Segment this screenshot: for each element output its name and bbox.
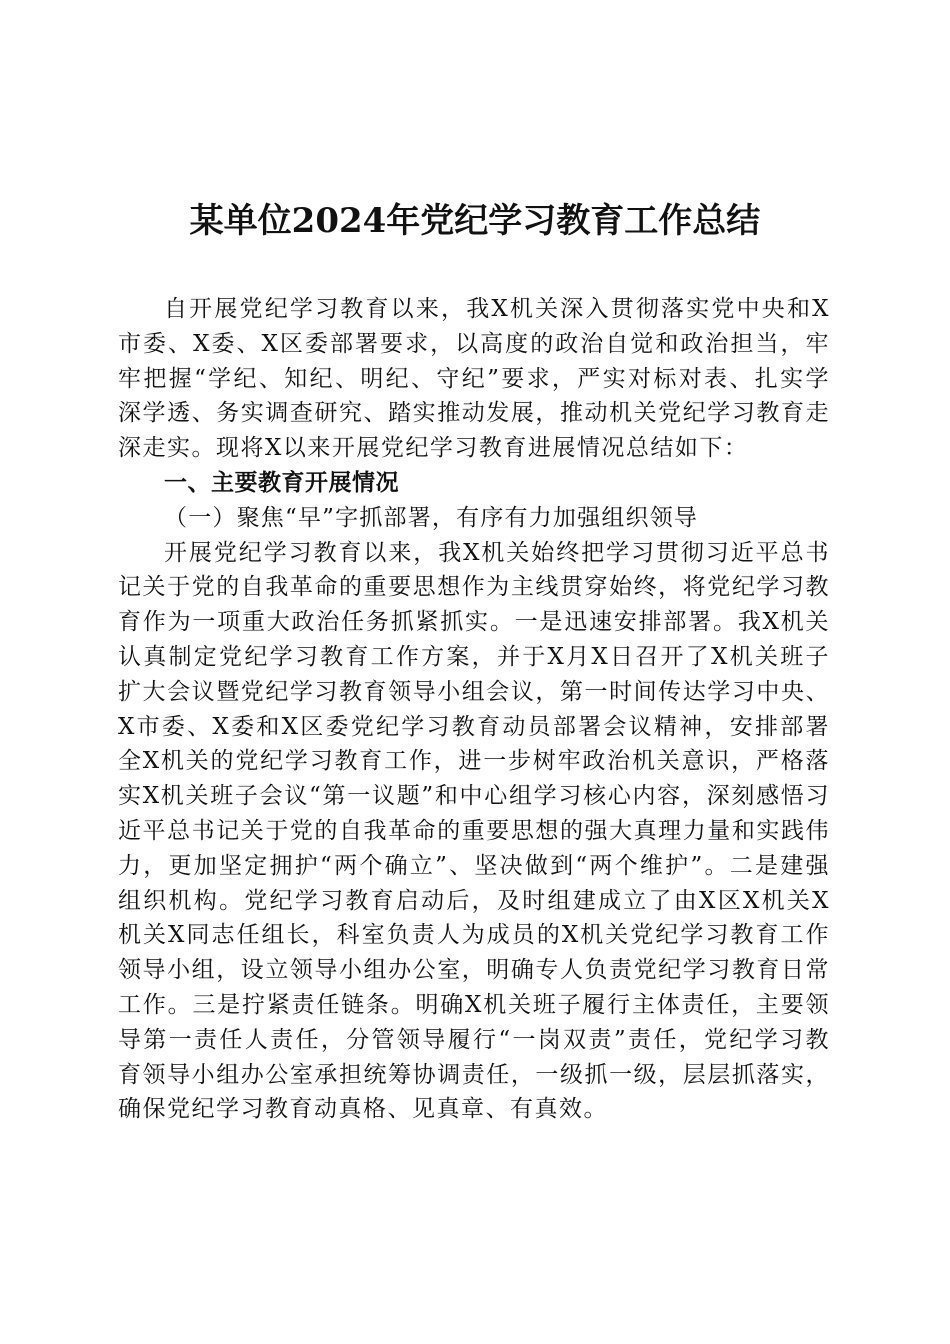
subsection-1-paragraph: 开展党纪学习教育以来，我X机关始终把学习贯彻习近平总书记关于党的自我革命的重要思想作为主线贯穿始终，将党纪学习教育作为一项重大政治任务抓紧抓实。一是迅速安排部署。我X机关认真制定党纪学习教育工作方案，并于X月X日召开了X机关班子扩大会议暨党纪学习教育领导小组会议，第一时间传达学习中央、X市委、X委和X区委党纪学习教育动员部署会议精神，安排部署全X机关的党纪学习教育工作，进一步树牢政治机关意识，严格落实X机关班子会议“第一议题”和中心组学习核心内容，深刻感悟习近平总书记关于党的自我革命的重要思想的强大真理力量和实践伟力，更加坚定拥护“两个确立”、坚决做到“两个维护”。二是建强组织机构。党纪学习教育启动后，及时组建成立了由X区X机关X机关X同志任组长，科室负责人为成员的X机关党纪学习教育工作领导小组，设立领导小组办公室，明确专人负责党纪学习教育日常工作。三是拧紧责任链条。明确X机关班子履行主体责任，主要领导第一责任人责任，分管领导履行“一岗双责”责任，党纪学习教育领导小组办公室承担统筹协调责任，一级抓一级，层层抓落实，确保党纪学习教育动真格、见真章、有真效。: [118, 539, 830, 1123]
section-heading-1: 一、主要教育开展情况: [164, 469, 399, 496]
document-body: [118, 292, 830, 1127]
intro-paragraph: 自开展党纪学习教育以来，我X机关深入贯彻落实党中央和X市委、X委、X区委部署要求，以高度的政治自觉和政治担当，牢牢把握“学纪、知纪、明纪、守纪”要求，严实对标对表、扎实学深学透、务实调查研究、踏实推动发展，推动机关党纪学习教育走深走实。现将X以来开展党纪学习教育进展情况总结如下：: [118, 296, 830, 462]
subsection-heading-1: （一）聚焦“早”字抓部署，有序有力加强组织领导: [164, 504, 699, 531]
document-title: 某单位2024年党纪学习教育工作总结: [189, 201, 761, 241]
